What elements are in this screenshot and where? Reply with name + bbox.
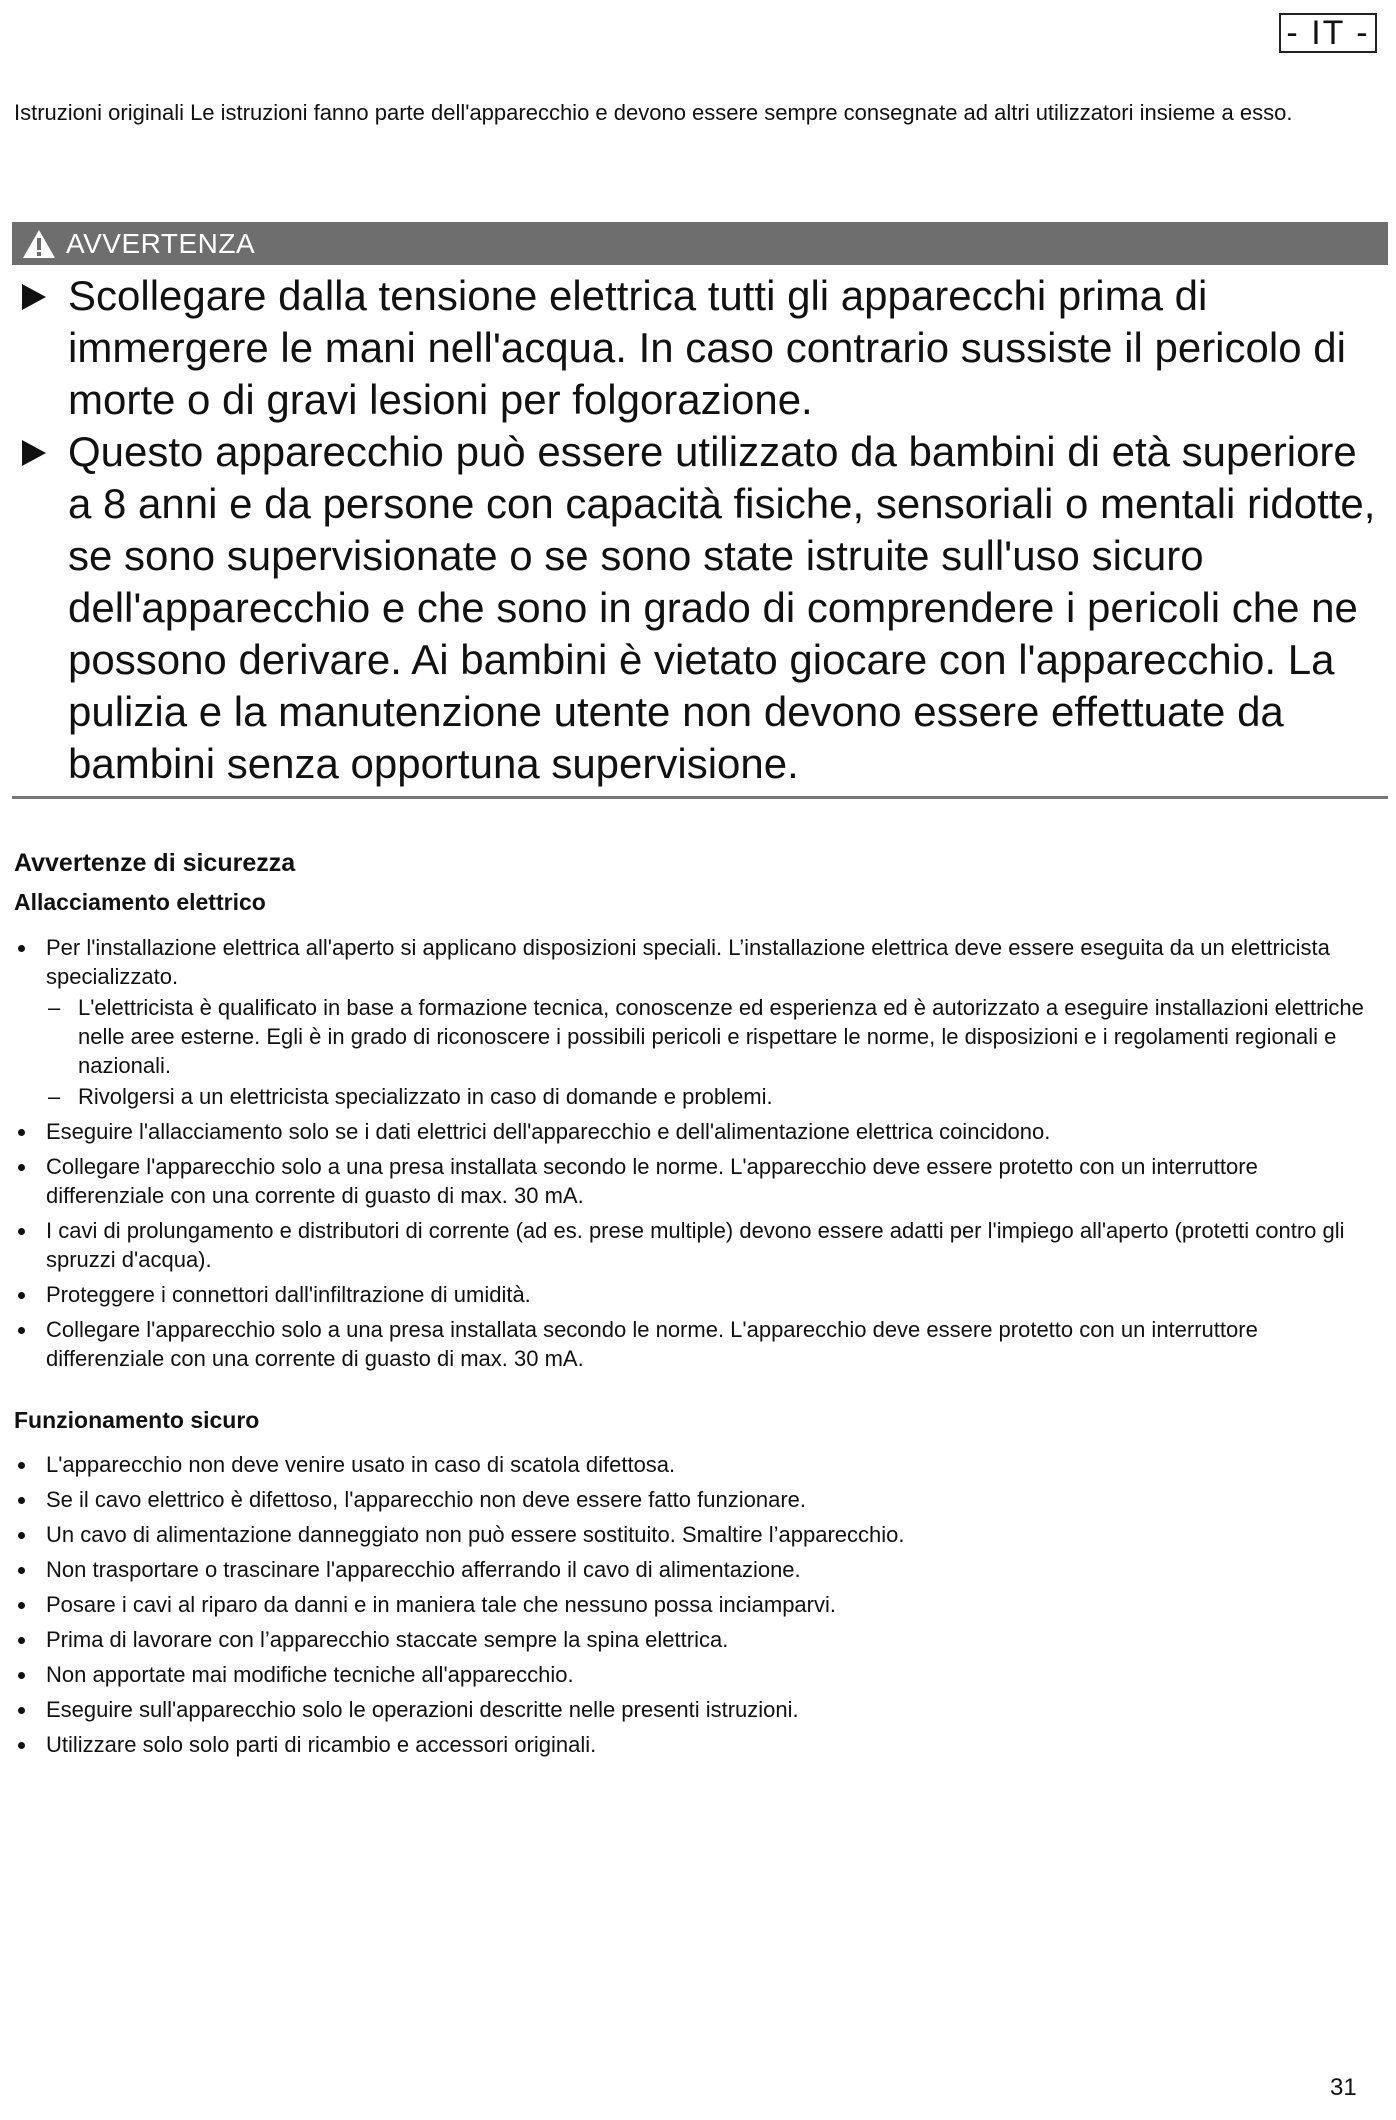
bullet-icon [18, 1327, 25, 1334]
warning-triangle-icon [22, 229, 56, 259]
warning-title: AVVERTENZA [66, 227, 256, 259]
list-item [14, 1280, 1374, 1309]
list-item-text: Per l'installazione elettrica all'aperto si applicano disposizioni speciali. L’installazione elettrica deve essere eseguita da un elettricista specializzato. [46, 935, 1330, 989]
page-number: 31 [1330, 2074, 1357, 2101]
intro-text: Istruzioni originali Le istruzioni fanno parte dell'apparecchio e devono essere sempre consegnate ad altri utilizzatori insieme a esso. [14, 100, 1293, 125]
list-item [14, 1216, 1374, 1274]
warning-item [20, 270, 1382, 426]
list-item-text: L'apparecchio non deve venire usato in caso di scatola difettosa. [46, 1452, 676, 1477]
safety-title: Avvertenze di sicurezza [14, 849, 296, 877]
operation-heading-block [14, 1406, 1384, 1434]
warning-header [12, 222, 1388, 265]
list-item [14, 1695, 1374, 1724]
arrow-right-icon [22, 440, 46, 466]
warning-list [20, 270, 1382, 790]
list-item [14, 1660, 1374, 1689]
dash-icon: – [48, 1084, 61, 1109]
bullet-icon [18, 1292, 25, 1299]
bullet-icon [18, 1532, 25, 1539]
list-item-text: Collegare l'apparecchio solo a una presa installata secondo le norme. L'apparecchio deve essere protetto con un interruttore differenziale con una corrente di guasto di max. 30 mA. [46, 1317, 1258, 1371]
arrow-right-icon [22, 284, 46, 310]
sub-item [46, 1082, 1374, 1111]
bullet-icon [18, 1129, 25, 1136]
bullet-icon [18, 1742, 25, 1749]
list-item-text: Posare i cavi al riparo da danni e in maniera tale che nessuno possa inciamparvi. [46, 1592, 836, 1617]
list-item-text: Un cavo di alimentazione danneggiato non può essere sostituito. Smaltire l’apparecchio. [46, 1522, 905, 1547]
list-item [14, 1117, 1374, 1146]
sub-item [46, 993, 1374, 1080]
bullet-icon [18, 1164, 25, 1171]
list-item [14, 1485, 1374, 1514]
list-item-text: Se il cavo elettrico è difettoso, l'apparecchio non deve essere fatto funzionare. [46, 1487, 806, 1512]
list-item [14, 1730, 1374, 1759]
list-item-text: Non trasportare o trascinare l'apparecchio afferrando il cavo di alimentazione. [46, 1557, 801, 1582]
list-item-text: Eseguire l'allacciamento solo se i dati elettrici dell'apparecchio e dell'alimentazione elettrica coincidono. [46, 1119, 1051, 1144]
bullet-icon [18, 1567, 25, 1574]
warning-item-text: Scollegare dalla tensione elettrica tutti gli apparecchi prima di immergere le mani nell'acqua. In caso contrario sussiste il pericolo di morte o di gravi lesioni per folgorazione. [68, 272, 1346, 423]
list-item [14, 1555, 1374, 1584]
electrical-list [14, 933, 1374, 1379]
operation-title: Funzionamento sicuro [14, 1407, 260, 1433]
bullet-icon [18, 945, 25, 952]
bullet-icon [18, 1462, 25, 1469]
warning-item [20, 426, 1382, 790]
dash-icon: – [48, 995, 61, 1020]
bullet-icon [18, 1707, 25, 1714]
list-item [14, 1152, 1374, 1210]
list-item-text: Eseguire sull'apparecchio solo le operazioni descritte nelle presenti istruzioni. [46, 1697, 799, 1722]
list-item-text: Collegare l'apparecchio solo a una presa installata secondo le norme. L'apparecchio deve essere protetto con un interruttore differenziale con una corrente di guasto di max. 30 mA. [46, 1154, 1258, 1208]
list-item [14, 1450, 1374, 1479]
list-item [14, 933, 1374, 1111]
list-item [14, 1520, 1374, 1549]
warning-divider [12, 796, 1388, 799]
bullet-icon [18, 1672, 25, 1679]
bullet-icon [18, 1497, 25, 1504]
list-item-text: Proteggere i connettori dall'infiltrazione di umidità. [46, 1282, 531, 1307]
list-item-text: Utilizzare solo solo parti di ricambio e accessori originali. [46, 1732, 597, 1757]
list-item [14, 1625, 1374, 1654]
list-item [14, 1315, 1374, 1373]
electrical-title: Allacciamento elettrico [14, 889, 266, 915]
list-item [14, 1590, 1374, 1619]
sub-item-text: Rivolgersi a un elettricista specializzato in caso di domande e problemi. [78, 1084, 773, 1109]
operation-list [14, 1450, 1374, 1765]
bullet-icon [18, 1602, 25, 1609]
bullet-icon [18, 1228, 25, 1235]
list-item-text: Prima di lavorare con l’apparecchio staccate sempre la spina elettrica. [46, 1627, 729, 1652]
list-item-text: Non apportate mai modifiche tecniche all'apparecchio. [46, 1662, 574, 1687]
language-tag: - IT - [1279, 13, 1377, 53]
bullet-icon [18, 1637, 25, 1644]
sub-item-text: L'elettricista è qualificato in base a formazione tecnica, conoscenze ed esperienza ed è autorizzato a eseguire installazioni elettriche nelle aree esterne. Egli è in grado di riconoscere i possibili pericoli e rispettare le norme, le disposizioni e i regolamenti regionali e nazionali. [78, 995, 1364, 1078]
warning-item-text: Questo apparecchio può essere utilizzato da bambini di età superiore a 8 anni e da persone con capacità fisiche, sensoriali o mentali ridotte, se sono supervisionate o se sono state istruite sull'uso sicuro dell'apparecchio e che sono in grado di comprendere i pericoli che ne possono derivare. Ai bambini è vietato giocare con l'apparecchio. La pulizia e la manutenzione utente non devono essere effettuate da bambini senza opportuna supervisione. [68, 428, 1376, 787]
safety-heading-block [14, 848, 1384, 916]
list-item-text: I cavi di prolungamento e distributori di corrente (ad es. prese multiple) devono essere adatti per l'impiego all'aperto (protetti contro gli spruzzi d'acqua). [46, 1218, 1345, 1272]
